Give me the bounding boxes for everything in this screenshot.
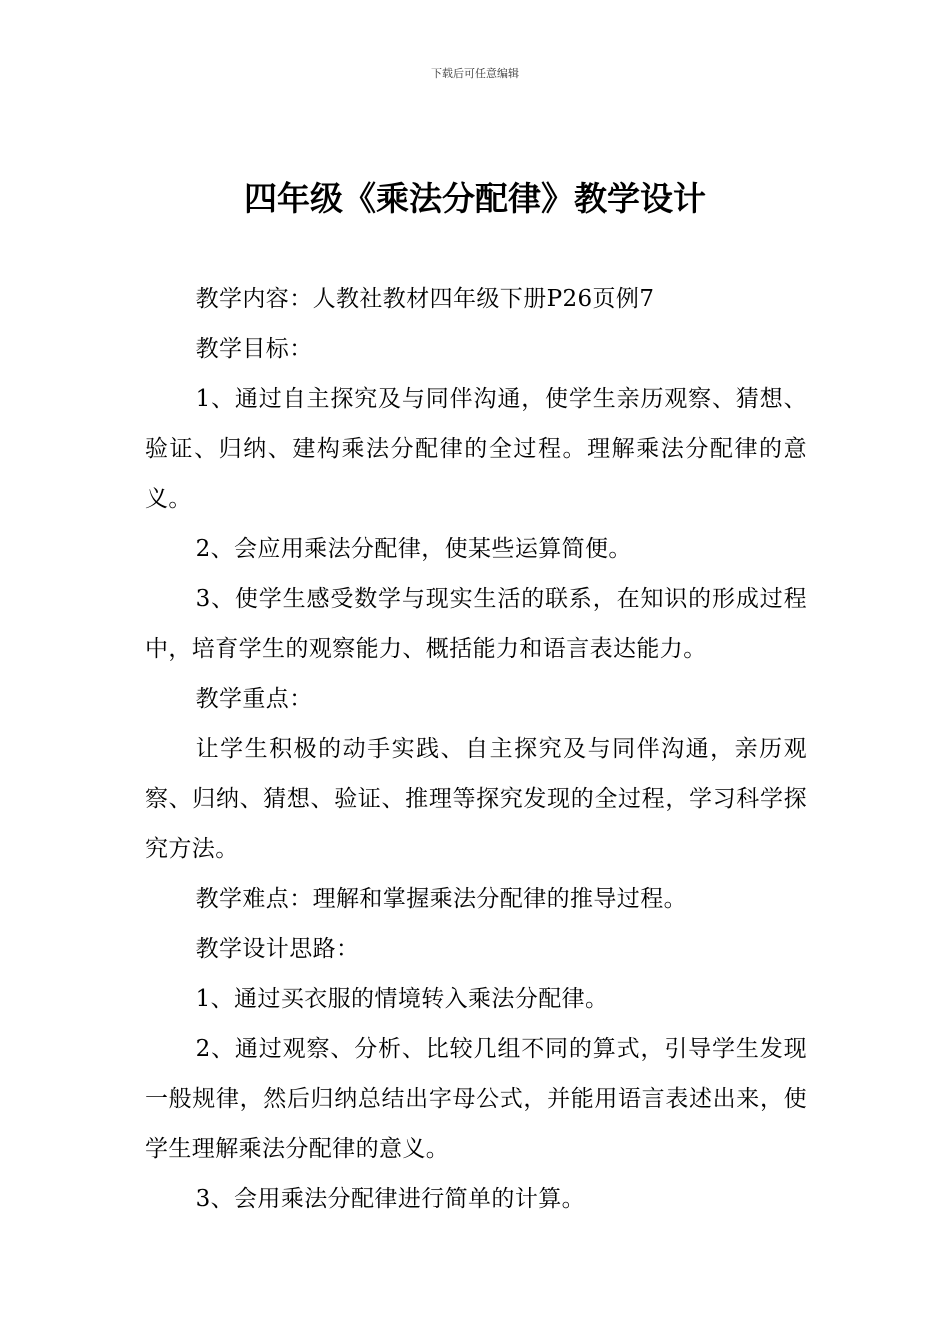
paragraph-goal-3: 3、使学生感受数学与现实生活的联系，在知识的形成过程中，培育学生的观察能力、概括能力和语言表达能力。 bbox=[145, 586, 807, 662]
paragraph-teaching-content: 教学内容：人教社教材四年级下册P26页例7 bbox=[195, 286, 655, 312]
document-title: 四年级《乘法分配律》教学设计 bbox=[244, 179, 706, 218]
paragraph-teaching-goals-heading: 教学目标： bbox=[195, 336, 313, 362]
paragraph-difficulty: 教学难点：理解和掌握乘法分配律的推导过程。 bbox=[195, 886, 687, 912]
paragraph-key-points: 让学生积极的动手实践、自主探究及与同伴沟通，亲历观察、归纳、猜想、验证、推理等探究发现的全过程，学习科学探究方法。 bbox=[145, 736, 807, 862]
header-note: 下载后可任意编辑 bbox=[431, 67, 519, 80]
paragraph-idea-1: 1、通过买衣服的情境转入乘法分配律。 bbox=[195, 986, 609, 1012]
document-body bbox=[145, 274, 807, 1224]
paragraph-idea-2: 2、通过观察、分析、比较几组不同的算式，引导学生发现一般规律，然后归纳总结出字母公式，并能用语言表述出来，使学生理解乘法分配律的意义。 bbox=[145, 1036, 807, 1162]
paragraph-idea-3: 3、会用乘法分配律进行简单的计算。 bbox=[195, 1186, 586, 1212]
paragraph-key-points-heading: 教学重点： bbox=[195, 686, 313, 712]
paragraph-goal-2: 2、会应用乘法分配律，使某些运算简便。 bbox=[195, 536, 632, 562]
paragraph-goal-1: 1、通过自主探究及与同伴沟通，使学生亲历观察、猜想、验证、归纳、建构乘法分配律的全过程。理解乘法分配律的意义。 bbox=[145, 386, 807, 512]
paragraph-design-ideas-heading: 教学设计思路： bbox=[195, 936, 360, 962]
